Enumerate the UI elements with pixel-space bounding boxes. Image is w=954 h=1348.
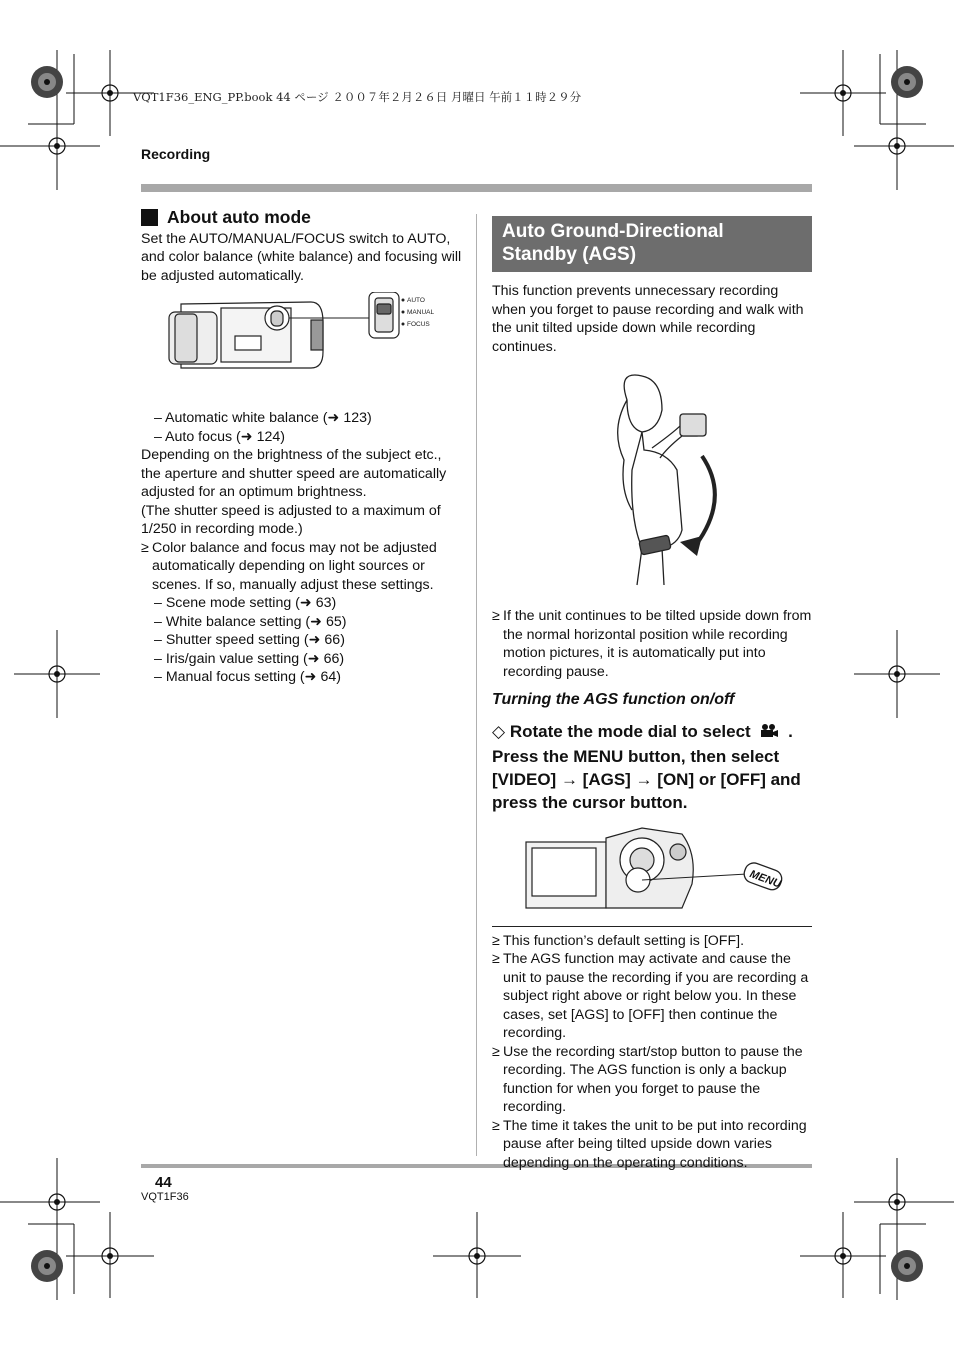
- bullet-icon: ≥: [492, 1043, 500, 1060]
- ags-notes: [492, 932, 812, 1173]
- ref-auto-focus: – Auto focus (➜ 124): [154, 428, 285, 445]
- switch-label-manual: MANUAL: [407, 309, 435, 316]
- ags-instruction: ◇ Rotate the mode dial to select . Press the MENU button, then select [VIDEO] → [AGS] → [ON] or [OFF] and press the cursor button.: [492, 721, 801, 812]
- camera-side-illustration: [141, 292, 463, 404]
- note-pause-time: ≥ The time it takes the unit to be put into recording pause after being tilted upside down varies depending on the operating conditions.: [492, 1117, 807, 1171]
- doc-code: VQT1F36: [141, 1191, 189, 1203]
- tilt-bullet: ≥ If the unit continues to be tilted upside down from the normal horizontal position while recording motion pictures, it is automatically put into recording pause.: [492, 608, 812, 680]
- setting-ref-white-balance: – White balance setting (➜ 65): [154, 613, 347, 630]
- section-label: Recording: [141, 146, 211, 162]
- ref-white-balance: – Automatic white balance (➜ 123): [154, 410, 372, 426]
- bullet-icon: ≥: [492, 951, 500, 967]
- column-divider: [476, 214, 477, 1156]
- ags-section-banner: Auto Ground-Directional Standby (AGS): [492, 216, 812, 272]
- ags-toggle-subheading: Turning the AGS function on/off: [492, 691, 735, 708]
- note-backup-function: ≥ Use the recording start/stop button to pause the recording. The AGS function is only a backup function for when you forget to pause the recording.: [492, 1043, 803, 1115]
- switch-label-focus: FOCUS: [407, 321, 430, 328]
- switch-label-auto: AUTO: [407, 297, 425, 304]
- right-column: [492, 216, 812, 1172]
- left-column: [141, 208, 463, 687]
- top-rule: [141, 184, 812, 192]
- bullet-icon: ≥: [492, 932, 500, 949]
- notes-rule: [492, 926, 812, 927]
- tilted-camera-person-illustration: [492, 370, 812, 595]
- ags-intro: This function prevents unnecessary recording when you forget to pause recording and walk with the unit tilted upside down while recording continues.: [492, 283, 804, 355]
- camera-menu-button-illustration: [492, 824, 812, 916]
- auto-mode-intro: Set the AUTO/MANUAL/FOCUS switch to AUTO, and color balance (white balance) and focusing will be adjusted automatically.: [141, 230, 462, 284]
- square-bullet-icon: [141, 209, 158, 226]
- diamond-icon: ◇: [492, 721, 506, 741]
- brightness-paragraph: Depending on the brightness of the subject etc., the aperture and shutter speed are automatically adjusted for an optimum brightness.: [141, 447, 447, 500]
- about-auto-mode-heading: About auto mode: [141, 208, 463, 227]
- bullet-icon: ≥: [141, 539, 149, 556]
- setting-ref-iris: – Iris/gain value setting (➜ 66): [154, 650, 345, 667]
- bullet-icon: ≥: [492, 1117, 500, 1134]
- setting-ref-shutter: – Shutter speed setting (➜ 66): [154, 632, 345, 648]
- movie-mode-icon: [759, 722, 779, 745]
- print-header: VQT1F36_ENG_PP.book 44 ページ ２００７年２月２６日 月曜日 午前１１時２９分: [133, 90, 582, 104]
- page-number: 44: [155, 1174, 172, 1191]
- note-above-below: ≥ The AGS function may activate and cause the unit to pause the recording if you are recording a subject right above or right below you. In these cases, set [AGS] to [OFF] then continue the recording.: [492, 951, 809, 1041]
- bullet-icon: ≥: [492, 608, 500, 624]
- note-default-setting: ≥ This function’s default setting is [OFF].: [492, 932, 745, 949]
- setting-ref-focus: – Manual focus setting (➜ 64): [154, 669, 341, 685]
- manual-adjust-bullet: ≥ Color balance and focus may not be adjusted automatically depending on light sources or scenes. If so, manually adjust these settings.: [141, 539, 437, 593]
- shutter-paragraph: (The shutter speed is adjusted to a maximum of 1/250 in recording mode.): [141, 502, 441, 537]
- setting-ref-scene: – Scene mode setting (➜ 63): [154, 595, 337, 611]
- menu-button-label: MENU: [747, 867, 783, 890]
